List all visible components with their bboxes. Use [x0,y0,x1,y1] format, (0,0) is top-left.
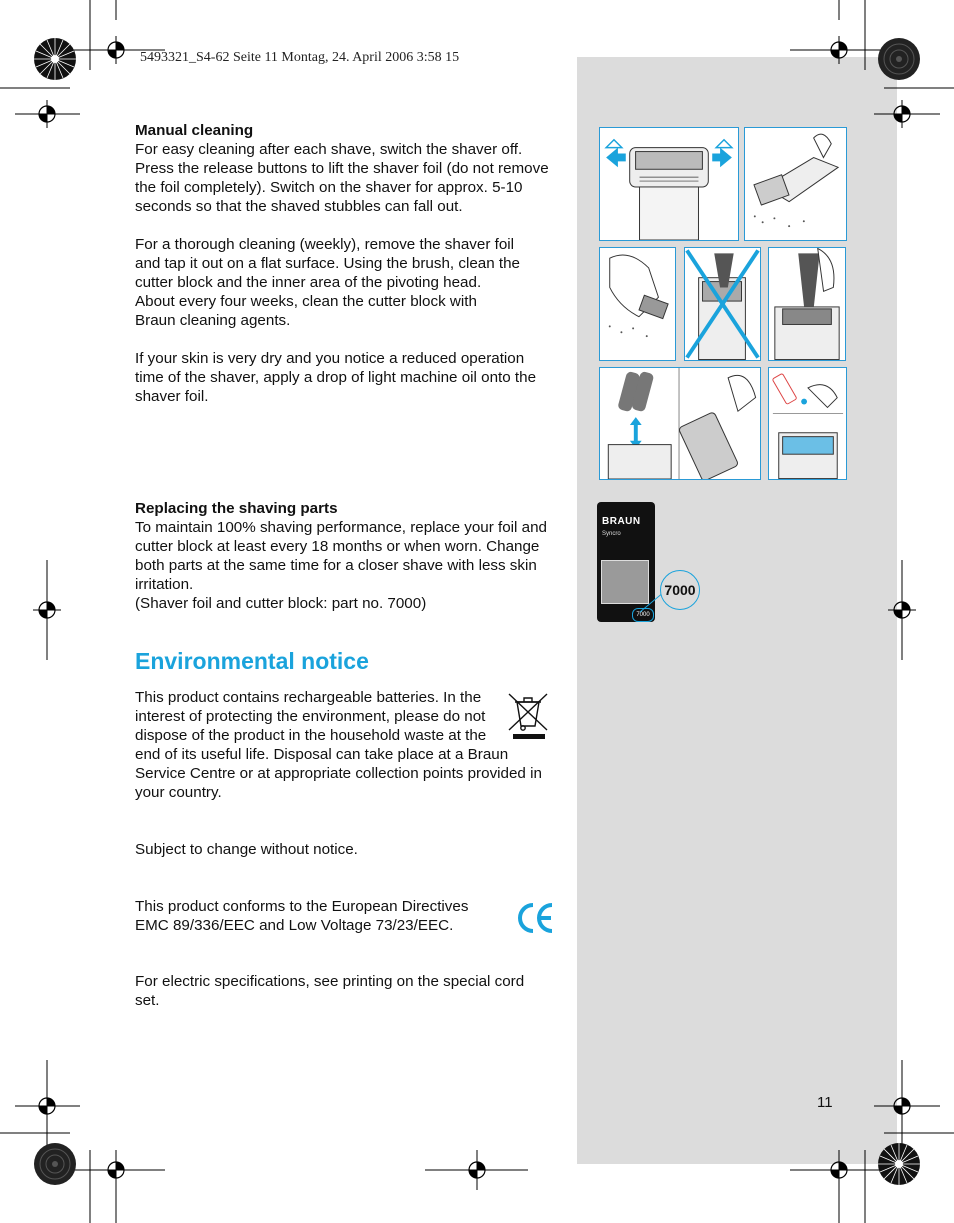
package-brand: BRAUN [602,516,641,527]
part-number-callout: 7000 [660,570,700,610]
replacing-parts-part-no: (Shaver foil and cutter block: part no. 7000) [135,595,427,612]
electric-specifications: For electric specifications, see printing on the special cord set. [135,973,525,1009]
manual-cleaning-para-3: If your skin is very dry and you notice a reduced operation time of the shaver, apply a drop of light machine oil onto the shaver foil. [135,350,537,405]
figure-brush-cutter-block [768,247,846,361]
figure-lift-foil [599,127,739,241]
ce-mark-icon [516,899,556,937]
registration-starburst-icon [33,1142,77,1186]
manual-cleaning-para-2: For a thorough cleaning (weekly), remove the shaver foil and tap it out on a flat surface. Using the brush, clean the cutter block and the inner area of the pivoting head. About every four weeks, clean the cutter block with Braun cleaning agents. [135,236,520,329]
registration-starburst-icon [877,1142,921,1186]
manual-cleaning-para-1: For easy cleaning after each shave, switch the shaver off. Press the release buttons to lift the shaver foil (do not remove the foil completely). Switch on the shaver for approx. 5-10 seconds so that the shaved stubbles can fall out. [135,141,549,215]
subject-to-change: Subject to change without notice. [135,841,358,858]
page-number: 11 [817,1094,833,1111]
environmental-notice-section [135,688,555,802]
print-header: 5493321_S4-62 Seite 11 Montag, 24. April 2006 3:58 15 [140,50,460,65]
environmental-notice-body: This product contains rechargeable batteries. In the interest of protecting the environment, please do not dispose of the product in the household waste at the end of its useful life. Disposal can take place at a Braun Service Centre or at appropriate collection points provided in your country. [135,689,542,801]
figure-do-not-brush-foil [684,247,761,361]
environmental-notice-heading: Environmental notice [135,648,369,674]
package-line: Syncro [602,531,621,537]
crossed-out-bin-icon [505,688,555,744]
figure-tap-out-stubbles [744,127,847,241]
figure-tap-foil [599,247,676,361]
registration-starburst-icon [33,37,77,81]
figure-clean-cutter-block [599,367,761,480]
conformity-statement: This product conforms to the European Directives EMC 89/336/EEC and Low Voltage 73/23/EEC. [135,898,469,934]
manual-cleaning-section [135,121,555,406]
replacing-parts-body: To maintain 100% shaving performance, replace your foil and cutter block at least every 18 months or when worn. Change both parts at the same time for a closer shave with less skin irritation. [135,519,547,593]
registration-starburst-icon [877,37,921,81]
replacing-parts-heading: Replacing the shaving parts [135,500,338,517]
replacing-parts-section [135,499,555,613]
package-part-no: 7000 [632,608,654,622]
figure-oil-foil [768,367,847,480]
manual-cleaning-heading: Manual cleaning [135,122,254,139]
